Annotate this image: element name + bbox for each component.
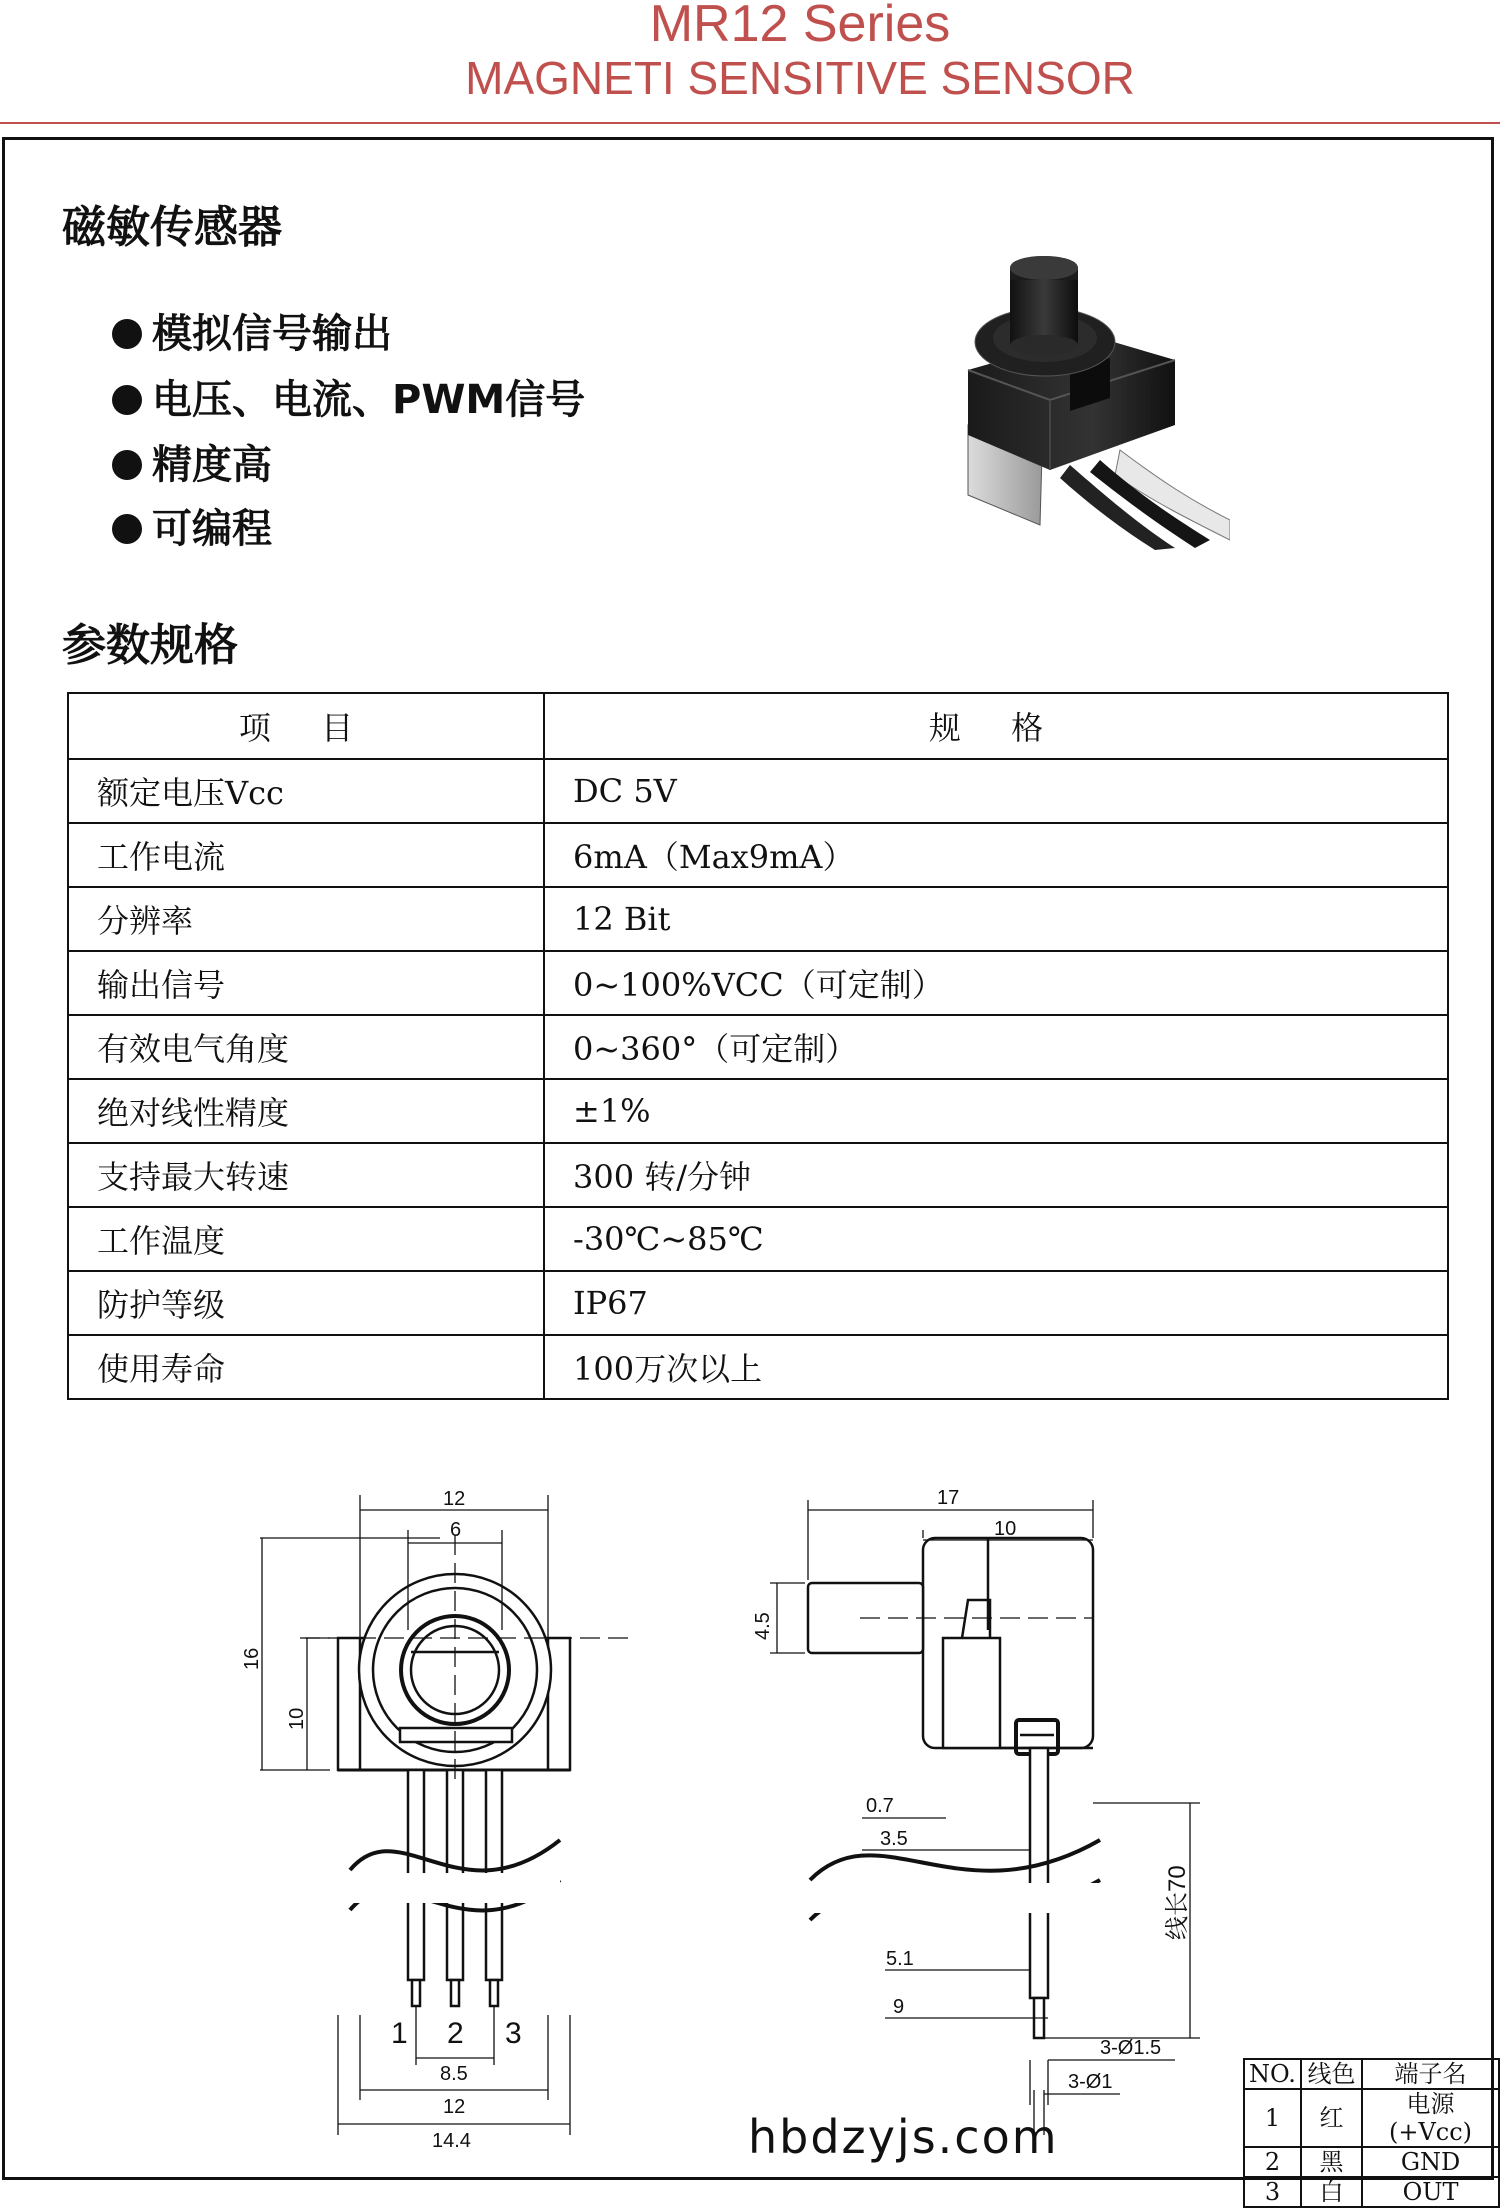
feature-item [112, 310, 392, 358]
pin-number: 3 [505, 2017, 522, 2050]
bullet-icon [112, 385, 142, 415]
dim-label: 10 [994, 1518, 1017, 1540]
dim-label: 12 [443, 1488, 466, 1510]
spec-value: 100万次以上 [544, 1335, 1448, 1399]
pin-no: 1 [1244, 2089, 1301, 2147]
table-row [68, 1079, 1448, 1143]
spec-name: 工作电流 [68, 823, 544, 887]
table-row [1244, 2089, 1499, 2147]
wire-color: 黑 [1301, 2147, 1362, 2177]
dim-label: 0.7 [866, 1795, 894, 1817]
pin-no: 2 [1244, 2147, 1301, 2177]
dim-label: 8.5 [440, 2063, 468, 2085]
technical-drawing [0, 1440, 1240, 2186]
table-row [68, 887, 1448, 951]
table-row [68, 1015, 1448, 1079]
table-row [68, 759, 1448, 823]
intro-heading: 磁敏传感器 [62, 202, 282, 253]
table-row [68, 823, 1448, 887]
feature-item [112, 505, 272, 553]
terminal-name: GND [1362, 2147, 1499, 2177]
dim-label: 9 [893, 1996, 905, 2018]
bullet-icon [112, 450, 142, 480]
header-rule [0, 122, 1500, 124]
column-header: 端子名 [1362, 2059, 1499, 2089]
feature-label: 电压、电流、PWM信号 [152, 377, 586, 423]
dim-label: 3-Ø1 [1068, 2071, 1113, 2093]
website-url: hbdzyjs.com [748, 2110, 1059, 2164]
column-header: 项 目 [68, 693, 544, 759]
spec-name: 支持最大转速 [68, 1143, 544, 1207]
spec-name: 使用寿命 [68, 1335, 544, 1399]
specs-heading: 参数规格 [62, 620, 238, 671]
dim-label: 6 [450, 1519, 462, 1541]
spec-name: 防护等级 [68, 1271, 544, 1335]
table-header-row [68, 693, 1448, 759]
wire-length-label: 线长70 [1164, 1865, 1191, 1940]
table-row [1244, 2147, 1499, 2177]
spec-value: -30℃~85℃ [544, 1207, 1448, 1271]
table-row [68, 1335, 1448, 1399]
spec-value: 0~100%VCC（可定制） [544, 951, 1448, 1015]
column-header: 线色 [1301, 2059, 1362, 2089]
feature-label: 模拟信号输出 [152, 311, 392, 357]
table-row [1244, 2177, 1499, 2207]
column-header: NO. [1244, 2059, 1301, 2089]
spec-value: 12 Bit [544, 887, 1448, 951]
dim-label: 3.5 [880, 1828, 908, 1850]
page-title: MR12 Series [649, 0, 951, 53]
bullet-icon [112, 514, 142, 544]
spec-name: 分辨率 [68, 887, 544, 951]
spec-name: 输出信号 [68, 951, 544, 1015]
feature-item [112, 376, 585, 424]
page-subtitle: MAGNETI SENSITIVE SENSOR [465, 52, 1135, 104]
feature-item [112, 441, 272, 489]
spec-value: 300 转/分钟 [544, 1143, 1448, 1207]
pin-number: 2 [447, 2017, 464, 2050]
dim-label: 3-Ø1.5 [1100, 2037, 1162, 2059]
spec-value: 6mA（Max9mA） [544, 823, 1448, 887]
dim-label: 12 [443, 2096, 466, 2118]
spec-name: 绝对线性精度 [68, 1079, 544, 1143]
dim-label: 4.5 [752, 1612, 774, 1640]
table-row [68, 1271, 1448, 1335]
terminal-name: 电源(+Vcc) [1362, 2089, 1499, 2147]
dim-label: 10 [286, 1707, 308, 1730]
sensor-product-image [950, 250, 1230, 550]
wire-color: 白 [1301, 2177, 1362, 2207]
dim-label: 14.4 [432, 2130, 471, 2152]
dim-label: 5.1 [886, 1948, 914, 1970]
column-header: 规 格 [544, 693, 1448, 759]
spec-name: 工作温度 [68, 1207, 544, 1271]
side-view [808, 1538, 1100, 2038]
terminal-name: OUT [1362, 2177, 1499, 2207]
table-row [68, 1143, 1448, 1207]
wire-color: 红 [1301, 2089, 1362, 2147]
dim-label: 17 [937, 1487, 960, 1509]
feature-label: 精度高 [152, 442, 272, 488]
spec-name: 额定电压Vcc [68, 759, 544, 823]
spec-value: DC 5V [544, 759, 1448, 823]
pin-no: 3 [1244, 2177, 1301, 2207]
spec-value: 0~360°（可定制） [544, 1015, 1448, 1079]
bullet-icon [112, 319, 142, 349]
feature-label: 可编程 [152, 506, 272, 552]
table-row [68, 1207, 1448, 1271]
spec-value: ±1% [544, 1079, 1448, 1143]
spec-value: IP67 [544, 1271, 1448, 1335]
table-row [68, 951, 1448, 1015]
pin-number: 1 [391, 2017, 408, 2050]
spec-name: 有效电气角度 [68, 1015, 544, 1079]
table-header-row [1244, 2059, 1499, 2089]
dim-label: 16 [241, 1647, 263, 1670]
spec-table [67, 692, 1449, 1400]
front-view [338, 1574, 570, 2006]
